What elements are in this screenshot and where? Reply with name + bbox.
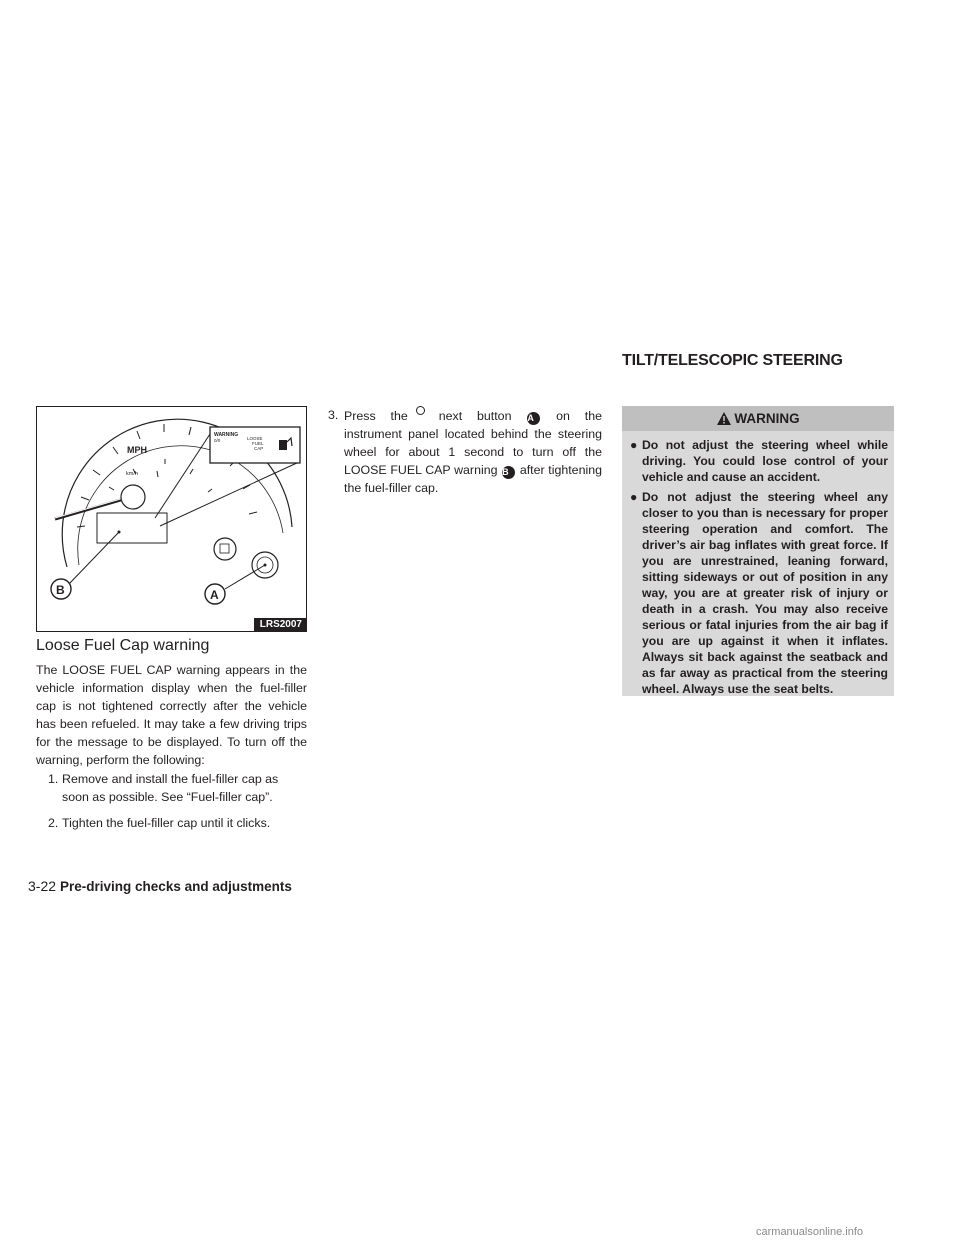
- display-counter-text: 0/0: [214, 438, 221, 443]
- chapter-title: Pre-driving checks and adjustments: [60, 879, 292, 894]
- step-text-part4: after tightening the fuel-filler cap.: [344, 463, 602, 495]
- figure-label-a: A: [210, 588, 219, 602]
- step-number: 2.: [48, 816, 59, 830]
- list-item: [630, 437, 888, 485]
- step-text-part2: next button: [438, 409, 512, 423]
- watermark: carmanualsonline.info: [756, 1226, 864, 1238]
- warning-header: [622, 406, 894, 431]
- speedo-kmh-label: km/h: [126, 471, 138, 477]
- step-text-part1: Press the: [344, 409, 408, 423]
- list-item: [630, 489, 888, 697]
- display-fuel-text: FUEL: [252, 441, 264, 446]
- left-column: [36, 661, 307, 840]
- warning-title: WARNING: [734, 411, 800, 426]
- step-text: Tighten the fuel-filler cap until it clicks.: [62, 816, 271, 830]
- step-number: 3.: [328, 408, 339, 422]
- list-item: [36, 814, 307, 832]
- section-title: TILT/TELESCOPIC STEERING: [622, 352, 843, 369]
- warning-item-text: Do not adjust the steering wheel any closer to you than is necessary for proper steering operation and comfort. The driver’s air bag inflates with great force. If you are unrestrained, leaning forward, sitting sideways or out of position in any way, you are at greater risk of injury or death in a crash. You may also receive serious or fatal injuries from the air bag if you are up against it when it inflates. Always sit back against the seatback and as far away as practical from the steering wheel. Always use the seat belts.: [642, 490, 888, 696]
- step-text: Remove and install the fuel-filler cap as soon as possible. See “Fuel-filler cap”.: [62, 772, 279, 804]
- page-number: 3-22: [28, 878, 57, 894]
- figure-label-b: B: [56, 583, 65, 597]
- warning-list: [622, 431, 894, 697]
- marker-b-icon: B: [502, 466, 515, 479]
- display-warning-text: WARNING: [214, 432, 239, 438]
- next-button-icon: [416, 406, 425, 415]
- list-item: [328, 406, 602, 497]
- subsection-title: Loose Fuel Cap warning: [36, 637, 210, 654]
- warning-box: [622, 406, 894, 696]
- figure-code: LRS2007: [254, 618, 306, 631]
- cluster-illustration: [37, 407, 307, 632]
- page-footer: [28, 878, 292, 896]
- intro-paragraph: The LOOSE FUEL CAP warning appears in the vehicle information display when the fuel-filler cap is not tightened correctly after the vehicle has been refueled. It may take a few driving trips for the message to be displayed. To turn off the warning, perform the following:: [36, 663, 307, 767]
- step-text-part3: on the instrument panel located behind the steering wheel for about 1 second to turn off the LOOSE FUEL CAP warning: [344, 409, 603, 477]
- bullet: ●: [630, 438, 638, 452]
- steps-list: [36, 770, 307, 832]
- list-item: [36, 770, 307, 806]
- middle-column: [328, 406, 602, 497]
- display-loose-text: LOOSE: [247, 436, 263, 441]
- warning-triangle-icon: [716, 409, 732, 434]
- warning-item-text: Do not adjust the steering wheel while driving. You could lose control of your vehicle and cause an accident.: [642, 438, 888, 484]
- marker-a-icon: A: [527, 412, 540, 425]
- bullet: ●: [630, 490, 638, 504]
- speedo-mph-label: MPH: [127, 445, 147, 455]
- step-number: 1.: [48, 772, 59, 786]
- display-cap-text: CAP: [254, 446, 264, 451]
- instrument-cluster-figure: [36, 406, 307, 632]
